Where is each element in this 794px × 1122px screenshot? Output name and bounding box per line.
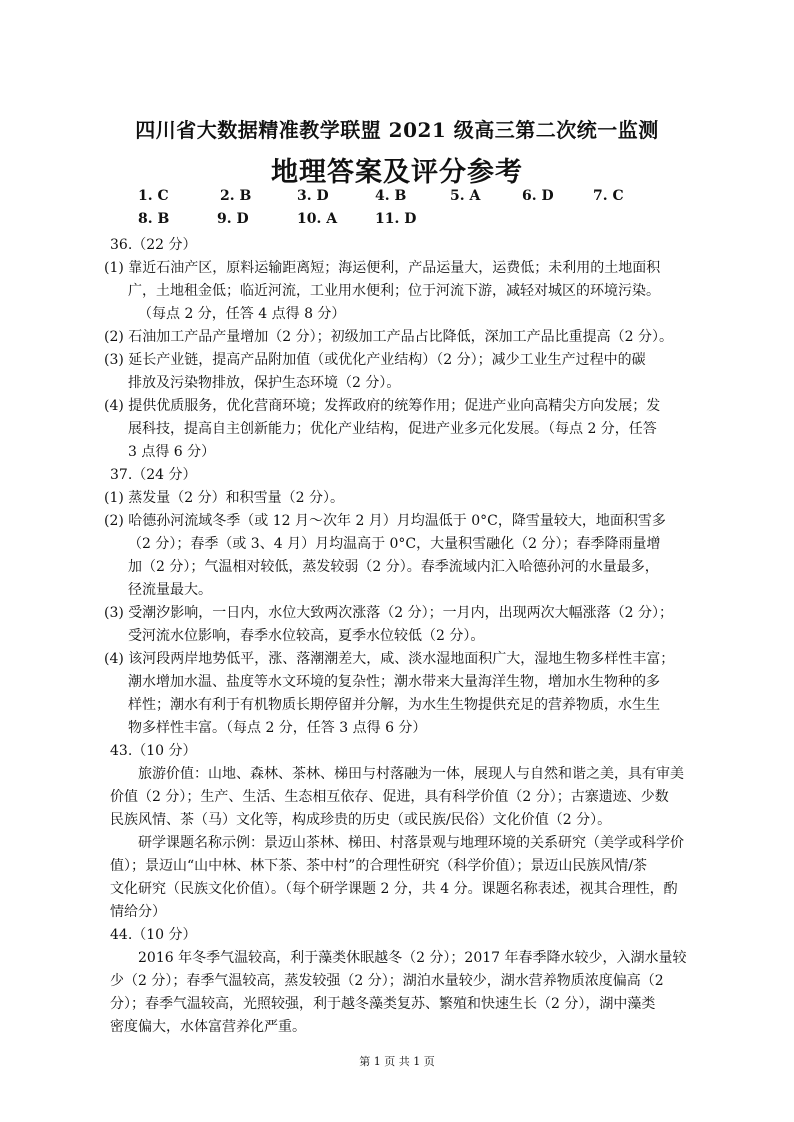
mc-answer: 1. C: [138, 188, 169, 204]
answer-line: 值）；景迈山“山中林、林下茶、茶中村”的合理性研究（科学价值）；景迈山民族风情/茶: [110, 858, 648, 874]
answer-line: 2016 年冬季气温较高，利于藻类休眠越冬（2 分）；2017 年春季降水较少，入湖水量较: [138, 950, 687, 966]
answer-line: 加（2 分）；气温相对较低，蒸发较弱（2 分）。春季流域内汇入哈德孙河的水量最多，: [128, 559, 659, 575]
answer-line: （2 分）；春季（或 3、4 月）月均温高于 0°C，大量积雪融化（2 分）；春季降雨量增: [128, 536, 661, 552]
answer-line: 样性；潮水有利于有机物质长期停留并分解，为水生生物提供充足的营养物质，水生生: [128, 697, 660, 713]
answer-line: 情给分）: [110, 904, 166, 920]
mc-answer: 3. D: [297, 188, 329, 204]
question-header: 37.（24 分）: [110, 467, 197, 483]
answer-line: 径流量最大。: [128, 582, 212, 598]
answer-line: （每点 2 分，任答 4 点得 8 分）: [138, 306, 346, 322]
exam-title: 四川省大数据精准教学联盟 2021 级高三第二次统一监测: [135, 118, 659, 142]
mc-answer: 5. A: [450, 188, 481, 204]
answer-line: (2) 石油加工产品产量增加（2 分）；初级加工产品占比降低，深加工产品比重提高（2 分）。: [104, 329, 673, 345]
page-footer: 第 1 页 共 1 页: [359, 1055, 435, 1068]
answer-line: 研学课题名称示例：景迈山茶林、梯田、村落景观与地理环境的关系研究（美学或科学价: [138, 835, 684, 851]
answer-line: 广，土地租金低；临近河流，工业用水便利；位于河流下游，减轻对城区的环境污染。: [128, 283, 660, 299]
mc-answer: 7. C: [593, 188, 624, 204]
answer-line: (1) 蒸发量（2 分）和积雪量（2 分）。: [104, 490, 344, 506]
answer-line: 受河流水位影响，春季水位较高，夏季水位较低（2 分）。: [128, 628, 485, 644]
question-header: 44.（10 分）: [110, 927, 197, 943]
answer-title: 地理答案及评分参考: [271, 157, 523, 188]
answer-line: 分）；春季气温较高，光照较强，利于越冬藻类复苏、繁殖和快速生长（2 分），湖中藻类: [110, 996, 656, 1012]
answer-line: 文化研究（民族文化价值）。（每个研学课题 2 分，共 4 分。课题名称表述，视其合理性，酌: [110, 881, 678, 897]
answer-line: 排放及污染物排放，保护生态环境（2 分）。: [128, 375, 401, 391]
answer-line: 价值（2 分）；生产、生活、生态相互依存、促进，具有科学价值（2 分）；古寨遗迹、少数: [110, 789, 669, 805]
answer-line: 潮水增加水温、盐度等水文环境的复杂性；潮水带来大量海洋生物，增加水生物种的多: [128, 674, 660, 690]
answer-line: 民族风情、茶（马）文化等，构成珍贵的历史（或民族/民俗）文化价值（2 分）。: [110, 812, 612, 828]
answer-line: 物多样性丰富。（每点 2 分，任答 3 点得 6 分）: [128, 720, 427, 736]
answer-line: 旅游价值：山地、森林、茶林、梯田与村落融为一体，展现人与自然和谐之美，具有审美: [138, 766, 684, 782]
mc-answer: 11. D: [375, 211, 417, 227]
mc-answer: 2. B: [220, 188, 252, 204]
answer-line: (4) 提供优质服务，优化营商环境；发挥政府的统筹作用；促进产业向高精尖方向发展；发: [104, 398, 661, 414]
question-header: 36.（22 分）: [110, 237, 197, 253]
mc-answer: 6. D: [522, 188, 554, 204]
answer-line: (2) 哈德孙河流域冬季（或 12 月～次年 2 月）月均温低于 0°C，降雪量较大，地面积雪多: [104, 513, 666, 529]
mc-answer: 10. A: [297, 211, 338, 227]
answer-line: 3 点得 6 分）: [128, 444, 216, 460]
mc-answer: 8. B: [138, 211, 170, 227]
answer-line: (1) 靠近石油产区，原料运输距离短；海运便利，产品运量大，运费低；未利用的土地面积: [104, 260, 661, 276]
answer-line: (3) 受潮汐影响，一日内，水位大致两次涨落（2 分）；一月内，出现两次大幅涨落（2 分）；: [104, 605, 673, 621]
mc-answer: 9. D: [217, 211, 249, 227]
answer-line: 密度偏大，水体富营养化严重。: [110, 1019, 306, 1035]
answer-line: (4) 该河段两岸地势低平，涨、落潮潮差大，咸、淡水湿地面积广大，湿地生物多样性丰富；: [104, 651, 675, 667]
question-header: 43.（10 分）: [110, 743, 197, 759]
answer-line: 展科技，提高自主创新能力；优化产业结构，促进产业多元化发展。（每点 2 分，任答: [128, 421, 657, 437]
answer-line: 少（2 分）；春季气温较高，蒸发较强（2 分）；湖泊水量较少，湖水营养物质浓度偏高（2: [110, 973, 664, 989]
answer-line: (3) 延长产业链，提高产品附加值（或优化产业结构）（2 分）；减少工业生产过程中的碳: [104, 352, 646, 368]
mc-answer: 4. B: [375, 188, 407, 204]
